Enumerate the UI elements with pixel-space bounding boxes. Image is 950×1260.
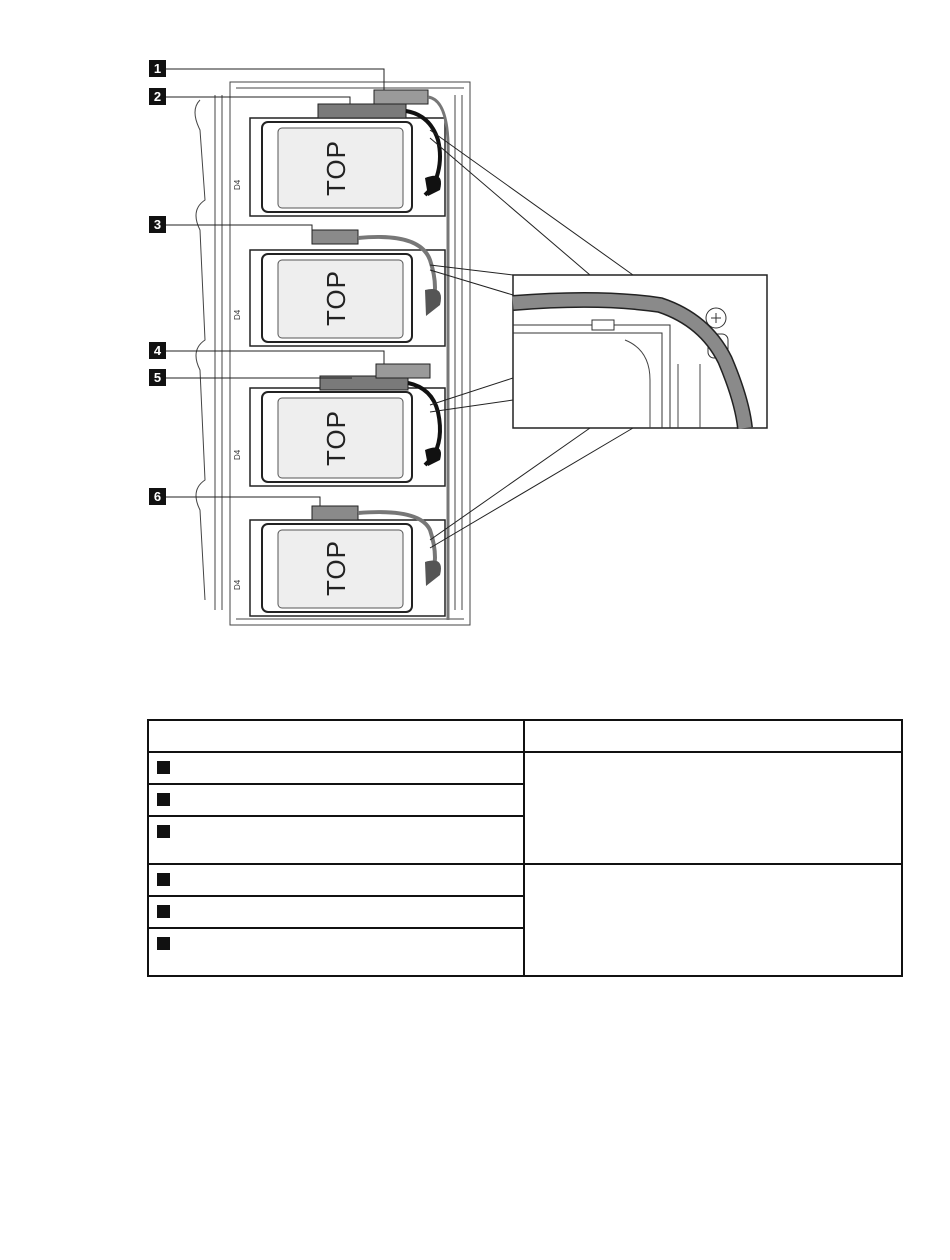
callout-square-icon (157, 937, 170, 950)
callout-square-icon (157, 873, 170, 886)
legend-table (147, 719, 903, 977)
callout-1: 1 (149, 60, 166, 77)
svg-text:D4: D4 (233, 579, 242, 590)
callout-3: 3 (149, 216, 166, 233)
svg-text:TOP: TOP (321, 270, 351, 326)
zoom-detail (513, 275, 767, 428)
callout-square-icon (157, 905, 170, 918)
callout-4: 4 (149, 342, 166, 359)
legend-group-cell (524, 864, 902, 976)
legend-row (148, 864, 902, 896)
svg-text:D4: D4 (233, 449, 242, 460)
callout-2: 2 (149, 88, 166, 105)
legend-header-row (148, 720, 902, 752)
legend-header-cell (524, 720, 902, 752)
legend-group-cell (524, 752, 902, 864)
drive-3 (233, 364, 445, 486)
legend-header-cell (148, 720, 524, 752)
svg-text:TOP: TOP (321, 540, 351, 596)
callout-5: 5 (149, 369, 166, 386)
callout-square-icon (157, 825, 170, 838)
drive-4 (233, 506, 445, 616)
callout-square-icon (157, 793, 170, 806)
callout-6: 6 (149, 488, 166, 505)
drive-label: TOP (321, 140, 351, 196)
svg-text:TOP: TOP (321, 410, 351, 466)
callout-square-icon (157, 761, 170, 774)
legend-row (148, 752, 902, 784)
drive-2 (233, 230, 445, 346)
svg-text:D4: D4 (233, 179, 242, 190)
svg-text:D4: D4 (233, 309, 242, 320)
